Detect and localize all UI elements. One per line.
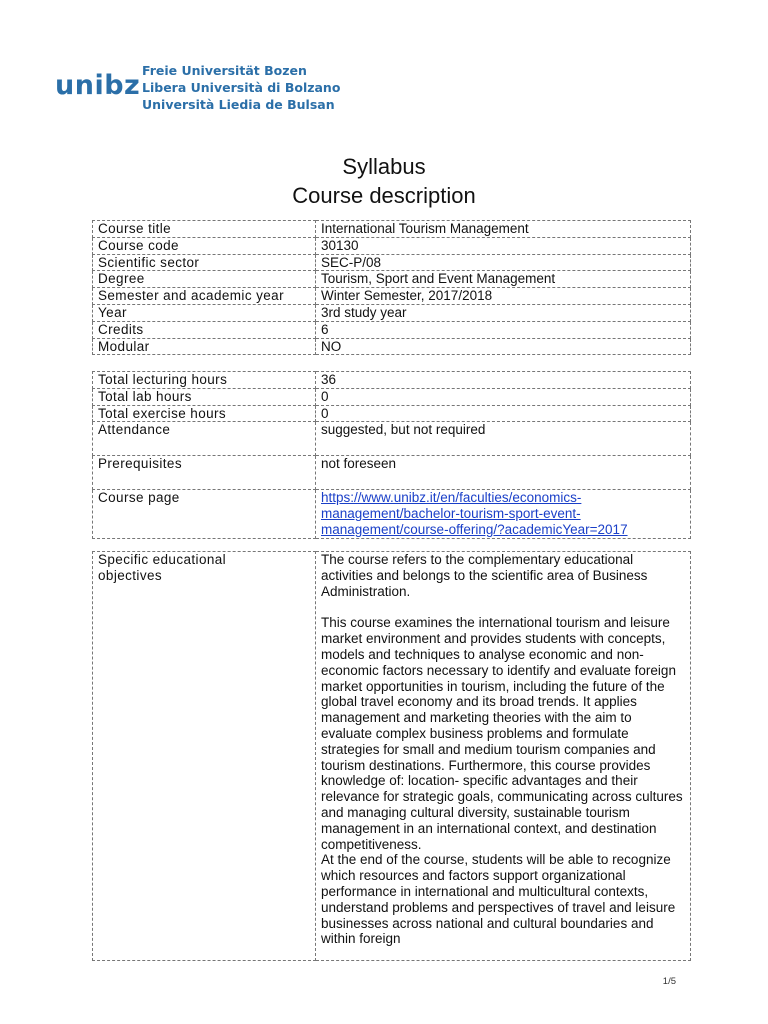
row-value: 3rd study year [316,304,691,321]
row-value: NO [316,338,691,355]
row-label: Year [93,304,316,321]
table-row [93,405,691,422]
university-name-lld: Università Liedia de Bulsan [142,97,335,112]
row-label: Total lab hours [93,388,316,405]
row-label: Prerequisites [93,456,316,490]
paragraph-spacer [321,599,685,615]
university-name-de: Freie Universität Bozen [142,63,307,78]
table-row [93,372,691,389]
table-row [93,288,691,305]
title-course-description: Course description [292,183,476,208]
row-label: Degree [93,271,316,288]
table-row [93,254,691,271]
row-value: 36 [316,372,691,389]
row-label: Total exercise hours [93,405,316,422]
row-label: Course title [93,221,316,238]
table-row [93,456,691,490]
table-row [93,338,691,355]
objectives-label-line: Specific educational [98,552,227,567]
course-info-table [92,220,691,355]
university-name-it: Libera Università di Bolzano [142,80,341,95]
link-line: management/course-offering/?academicYear=2017 [321,521,628,537]
document-title [0,152,768,210]
objectives-paragraph: At the end of the course, students will be able to recognize which resources and factors support organizational performance in international and multicultural contexts, understand problems and perspectives of travel and leisure businesses across national and cultural boundaries and within foreign [321,852,676,947]
row-value: 0 [316,388,691,405]
table-row [93,221,691,238]
table-row [93,422,691,456]
objectives-table [92,551,691,961]
row-value: 0 [316,405,691,422]
row-label: Semester and academic year [93,288,316,305]
title-syllabus: Syllabus [342,154,426,179]
table-row [93,271,691,288]
row-value: SEC-P/08 [316,254,691,271]
row-label: Scientific sector [93,254,316,271]
table-row [93,388,691,405]
table-row [93,304,691,321]
row-label: Course code [93,237,316,254]
university-name [142,62,422,113]
row-value [316,490,691,538]
row-value: 6 [316,321,691,338]
table-row [93,490,691,538]
row-value [316,552,691,961]
row-label: Total lecturing hours [93,372,316,389]
course-page-link[interactable] [321,490,628,537]
row-value: 30130 [316,237,691,254]
link-line: https://www.unibz.it/en/faculties/economics- [321,490,582,506]
logo-wordmark: unibz [55,70,141,101]
row-value: not foreseen [316,456,691,490]
table-row [93,321,691,338]
row-label: Course page [93,490,316,538]
row-value: Winter Semester, 2017/2018 [316,288,691,305]
page-number: 1/5 [662,976,676,987]
table-row [93,552,691,961]
objectives-paragraph: The course refers to the complementary educational activities and belongs to the scientific area of Business Administration. [321,552,648,599]
row-label: Attendance [93,422,316,456]
row-label: Credits [93,321,316,338]
hours-table [92,371,691,539]
table-row [93,237,691,254]
link-line: management/bachelor-tourism-sport-event- [321,506,581,522]
row-value: suggested, but not required [316,422,691,456]
objectives-label-line: objectives [98,567,163,583]
row-value: Tourism, Sport and Event Management [316,271,691,288]
row-label: Modular [93,338,316,355]
row-label [93,552,316,961]
objectives-paragraph: This course examines the international tourism and leisure market environment and provides students with concepts, models and techniques to analyse economic and non-economic factors necessary to identify and evaluate foreign market opportunities in tourism, including the future of the global travel economy and its broad trends. It applies management and marketing theories with the aim to evaluate complex business problems and formulate strategies for small and medium tourism companies and tourism destinations. Furthermore, this course provides knowledge of: location- specific advantages and their relevance for strategic goals, communicating across cultures and managing cultural diversity, sustainable tourism management in an international context, and destination competitiveness. [321,615,683,852]
row-value: International Tourism Management [316,221,691,238]
